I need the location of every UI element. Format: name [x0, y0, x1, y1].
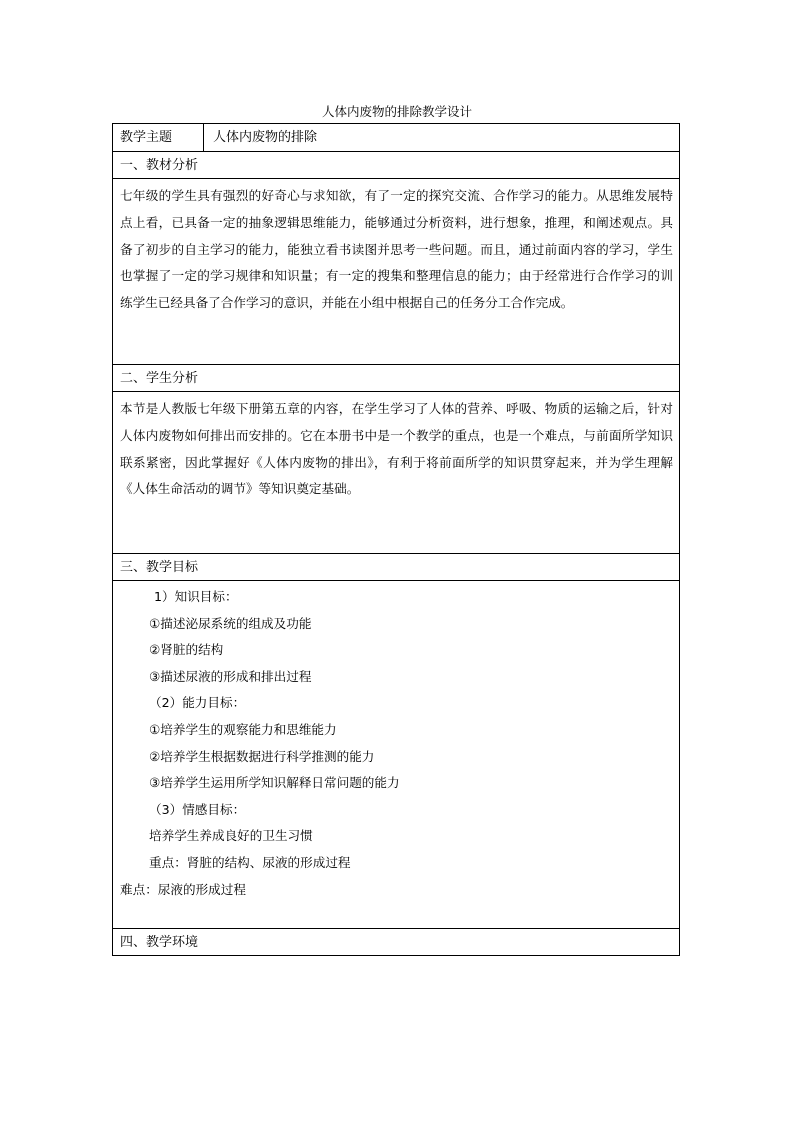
- topic-label: 教学主题: [113, 124, 204, 151]
- objective-line: （2）能力目标：: [149, 695, 246, 711]
- document-title: 人体内废物的排除教学设计: [321, 104, 472, 119]
- section-body-student-analysis: 本节是人教版七年级下册第五章的内容，在学生学习了人体的营养、呼吸、物质的运输之后，针对人体内废物如何排出而安排的。它在本册书中是一个教学的重点，也是一个难点，与前面所学知识联系紧密，因此掌握好《人体内废物的排出》，有利于将前面所学的知识贯穿起来，并为学生理解《人体生命活动的调节》等知识奠定基础。: [113, 391, 679, 553]
- objective-line: ②培养学生根据数据进行科学推测的能力: [149, 748, 375, 764]
- section-heading-teaching-objectives: 三、教学目标: [113, 553, 679, 580]
- objective-line: ③描述尿液的形成和排出过程: [149, 668, 312, 684]
- topic-row: [113, 124, 679, 151]
- section-heading-textbook-analysis: 一、教材分析: [113, 151, 679, 178]
- objective-line: ③培养学生运用所学知识解释日常问题的能力: [149, 775, 400, 791]
- objective-line: 培养学生养成良好的卫生习惯: [149, 828, 313, 844]
- topic-value: 人体内废物的排除: [213, 130, 318, 145]
- objective-line: ①描述泌尿系统的组成及功能: [149, 615, 312, 631]
- objective-line: （3）情感目标：: [149, 801, 246, 817]
- section-heading-teaching-environment: 四、教学环境: [113, 928, 679, 955]
- objective-line: 1）知识目标：: [154, 589, 238, 604]
- difficult-point-line: 难点：尿液的形成过程: [120, 881, 246, 897]
- section-body-teaching-objectives: [113, 580, 679, 928]
- section-body-textbook-analysis: 七年级的学生具有强烈的好奇心与求知欲，有了一定的探究交流、合作学习的能力。从思维发展特点上看，已具备一定的抽象逻辑思维能力，能够通过分析资料，进行想象，推理，和阐述观点。具备了初步的自主学习的能力，能独立看书读图并思考一些问题。而且，通过前面内容的学习，学生也掌握了一定的学习规律和知识量；有一定的搜集和整理信息的能力；由于经常进行合作学习的训练学生已经具备了合作学习的意识，并能在小组中根据自己的任务分工合作完成。: [113, 178, 679, 364]
- lesson-plan-table: [112, 123, 680, 956]
- objective-line: ②肾脏的结构: [149, 642, 224, 658]
- key-point-line: 重点：肾脏的结构、尿液的形成过程: [149, 854, 351, 870]
- objective-line: ①培养学生的观察能力和思维能力: [149, 721, 337, 737]
- section-heading-student-analysis: 二、学生分析: [113, 364, 679, 391]
